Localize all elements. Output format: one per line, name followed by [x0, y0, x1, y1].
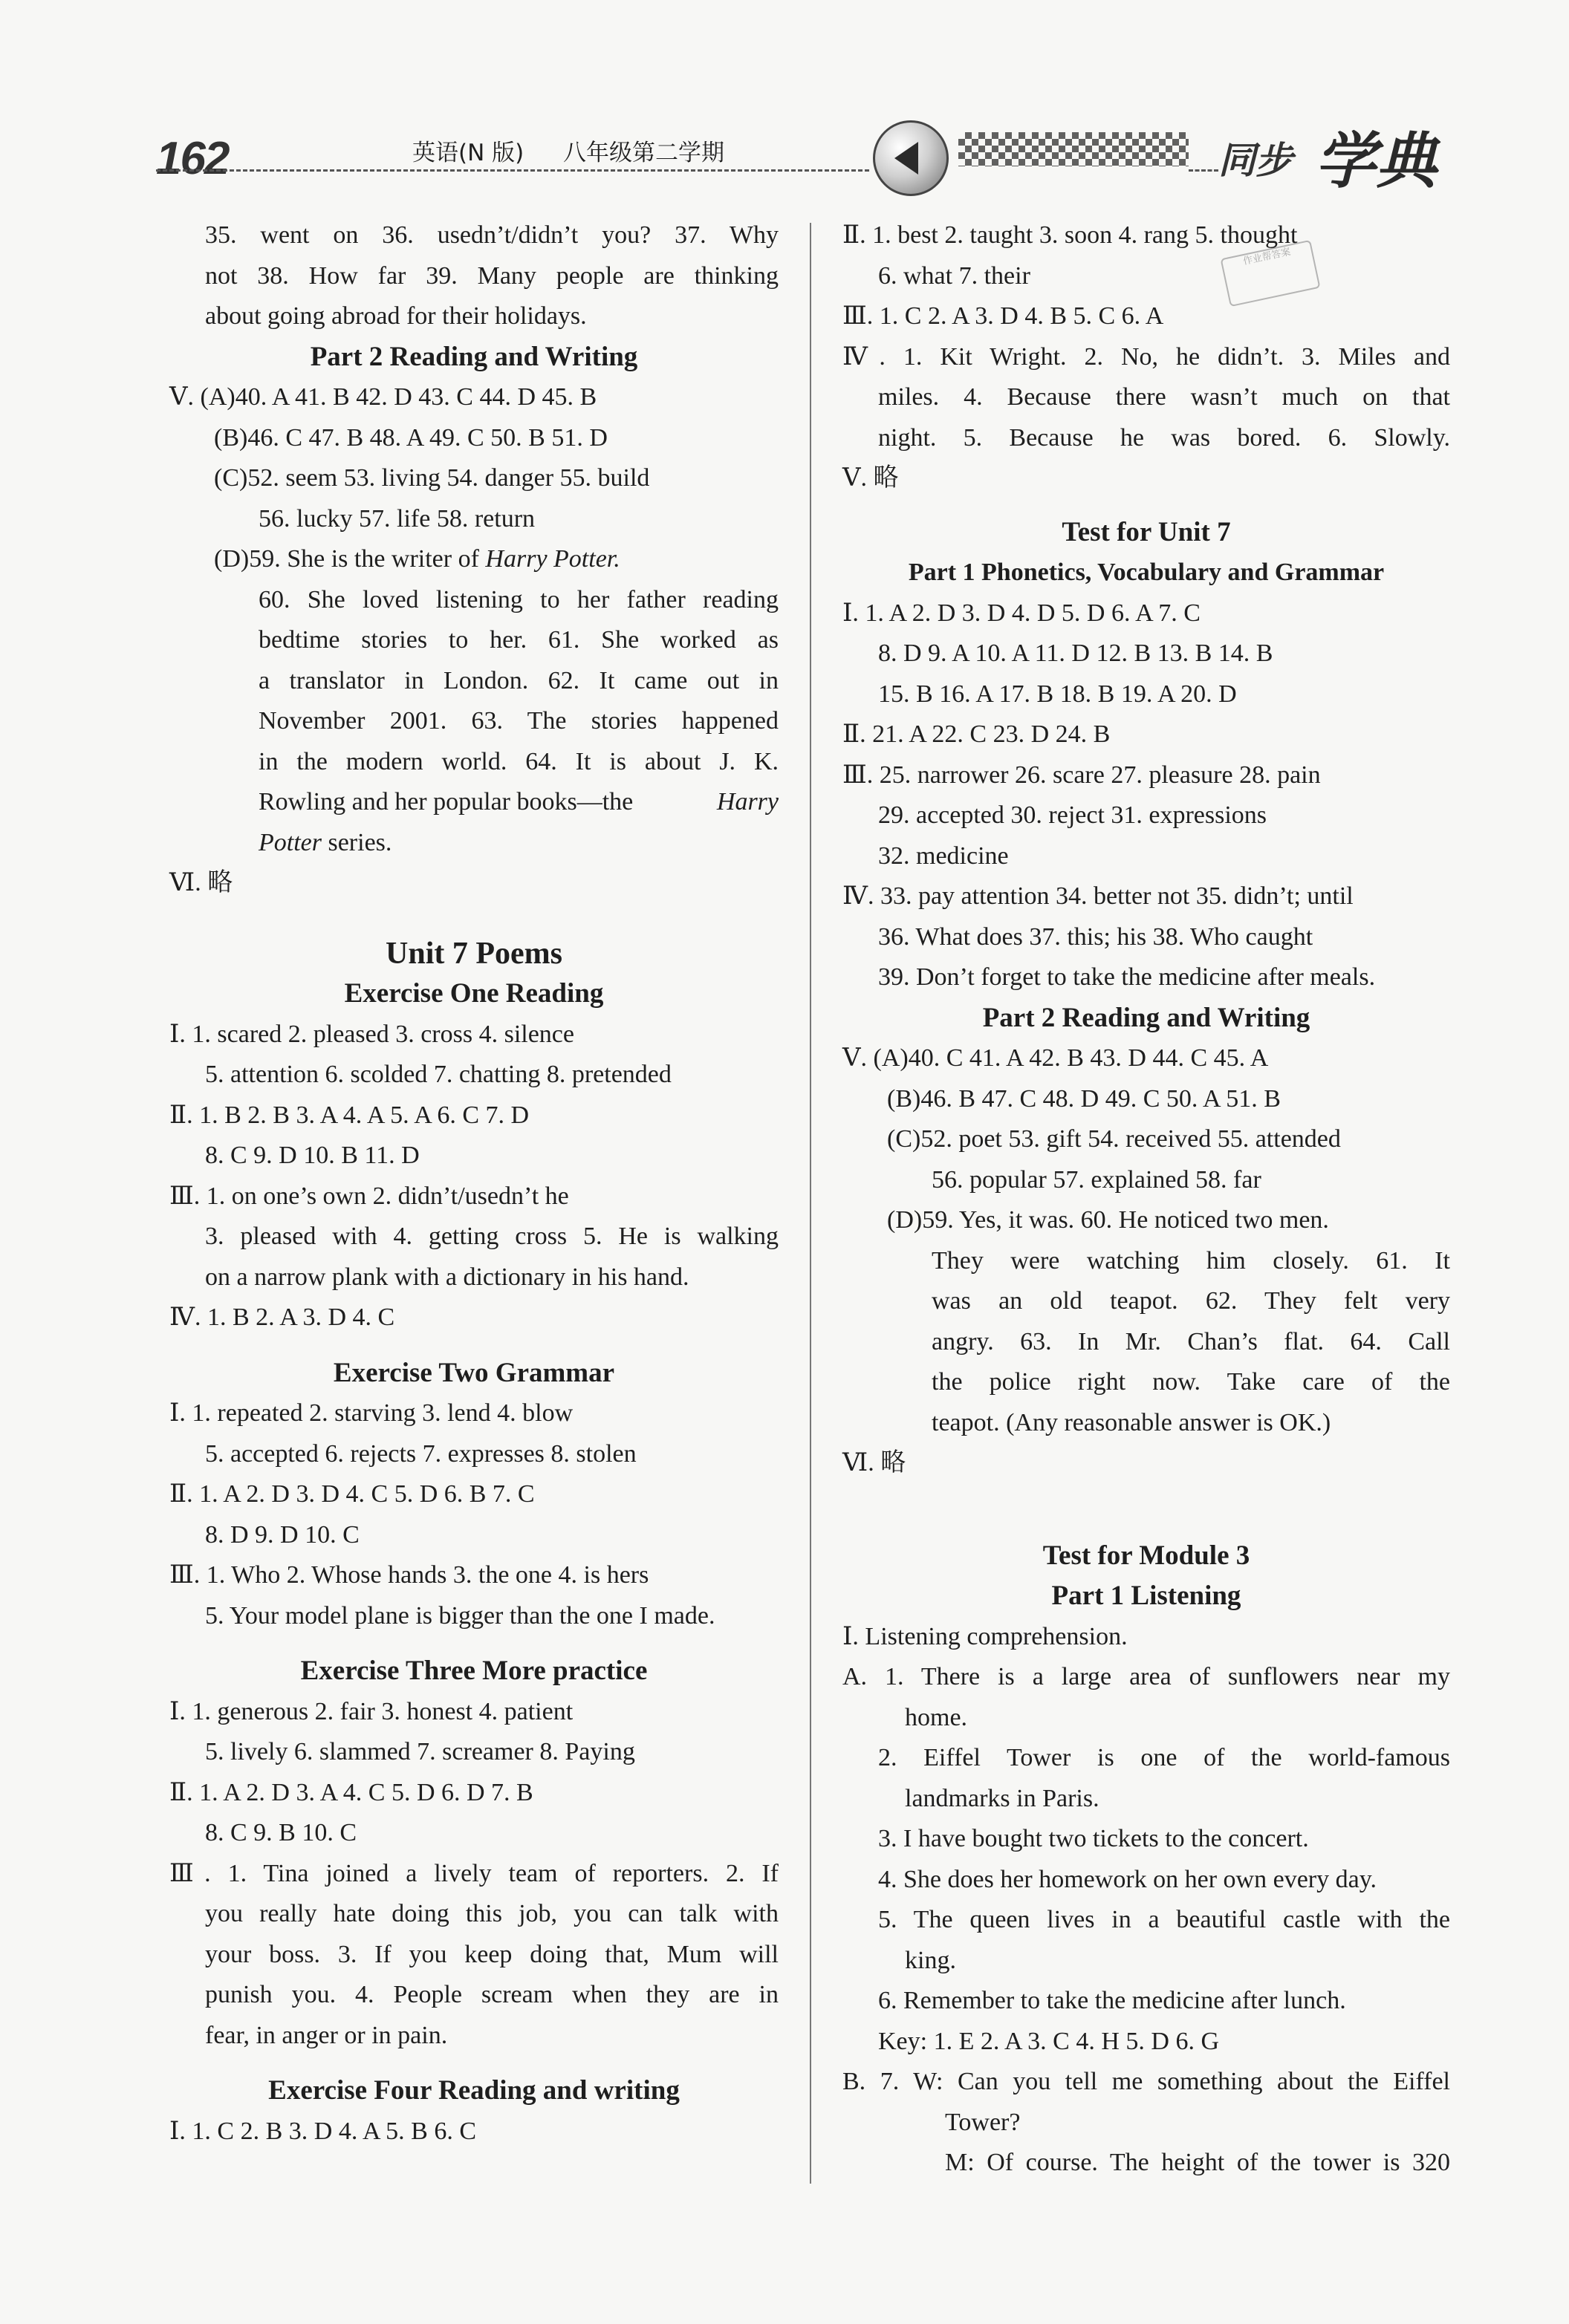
answer-line — [214, 539, 779, 580]
answer-line: 29. accepted 30. reject 31. expressions — [878, 801, 1267, 829]
column-divider — [810, 223, 811, 2184]
answer-line: Ⅴ. (A)40. C 41. A 42. B 43. D 44. C 45. A — [842, 1044, 1269, 1072]
answer-line: 5. accepted 6. rejects 7. expresses 8. stolen — [205, 1439, 637, 1468]
answer-line: not 38. How far 39. Many people are thinking — [205, 261, 779, 290]
answer-line: Ⅵ. 略 — [169, 869, 233, 896]
answer-line: M: Of course. The height of the tower is 320 — [945, 2149, 1450, 2176]
watermark-stamp: 作业帮答案 — [1220, 240, 1320, 307]
answer-line: Tower? — [945, 2108, 1021, 2136]
answer-text: Rowling and her popular books—the — [259, 788, 634, 816]
answer-line: fear, in anger or in pain. — [205, 2021, 448, 2049]
answer-line: Ⅲ. 1. Who 2. Whose hands 3. the one 4. is hers — [169, 1561, 649, 1589]
test-heading: Test for Unit 7 — [1062, 516, 1231, 547]
answer-line: 5. lively 6. slammed 7. screamer 8. Paying — [205, 1738, 635, 1765]
answer-line: 32. medicine — [878, 842, 1009, 870]
answer-line: Ⅴ. (A)40. A 41. B 42. D 43. C 44. D 45. B — [169, 383, 597, 411]
left-column — [169, 215, 779, 2152]
section-heading: Part 1 Listening — [1051, 1581, 1241, 1611]
answer-line: miles. 4. Because there wasn’t much on that — [878, 383, 1450, 411]
book-title-italic: Potter — [259, 828, 322, 856]
answer-line: king. — [905, 1946, 956, 1974]
answer-key: Key: 1. E 2. A 3. C 4. H 5. D 6. G — [878, 2027, 1219, 2055]
answer-line: Ⅴ. 略 — [842, 464, 899, 492]
answer-line: Ⅱ. 1. A 2. D 3. A 4. C 5. D 6. D 7. B — [169, 1778, 533, 1806]
answer-line: in the modern world. 64. It is about J. K. — [259, 747, 779, 775]
answer-line: Ⅲ. 1. on one’s own 2. didn’t/usedn’t he — [169, 1182, 569, 1210]
answer-line: Ⅱ. 21. A 22. C 23. D 24. B — [842, 720, 1111, 748]
answer-line: (C)52. poet 53. gift 54. received 55. attended — [887, 1125, 1341, 1153]
answer-line: 56. popular 57. explained 58. far — [932, 1165, 1261, 1194]
answer-line: Ⅰ. 1. C 2. B 3. D 4. A 5. B 6. C — [169, 2117, 476, 2145]
answer-line — [259, 823, 779, 864]
answer-line: (B)46. C 47. B 48. A 49. C 50. B 51. D — [214, 423, 608, 452]
answer-line: 8. C 9. B 10. C — [205, 1819, 357, 1846]
answer-text: series. — [328, 828, 392, 856]
answer-line: Ⅳ. 33. pay attention 34. better not 35. didn’t; until — [842, 882, 1354, 910]
exercise-heading: Exercise Four Reading and writing — [268, 2075, 680, 2106]
answer-line: 4. She does her homework on her own every day. — [878, 1865, 1377, 1893]
grade-label: 八年级第二学期 — [563, 140, 724, 166]
answer-line: your boss. 3. If you keep doing that, Mum will — [205, 1940, 779, 1968]
answer-line: 8. C 9. D 10. B 11. D — [205, 1142, 420, 1169]
answer-line: Ⅳ. 1. B 2. A 3. D 4. C — [169, 1303, 395, 1331]
answer-line: 39. Don’t forget to take the medicine after meals. — [878, 963, 1376, 991]
answer-line: Ⅰ. 1. repeated 2. starving 3. lend 4. blow — [169, 1399, 574, 1427]
answer-line: Ⅱ. 1. A 2. D 3. D 4. C 5. D 6. B 7. C — [169, 1480, 535, 1508]
answer-line: Ⅲ. 1. C 2. A 3. D 4. B 5. C 6. A — [842, 302, 1164, 330]
answer-line: 3. pleased with 4. getting cross 5. He is walking — [205, 1223, 779, 1250]
answer-line: (B)46. B 47. C 48. D 49. C 50. A 51. B — [887, 1084, 1281, 1113]
answer-line: bedtime stories to her. 61. She worked as — [259, 626, 779, 654]
book-title-italic: Harry — [716, 788, 779, 816]
answer-line — [259, 782, 779, 823]
answer-line: 35. went on 36. usedn’t/didn’t you? 37. Why — [205, 221, 779, 249]
section-heading: Part 1 Phonetics, Vocabulary and Grammar — [908, 559, 1385, 586]
section-heading: Part 2 Reading and Writing — [310, 341, 638, 372]
answer-line: teapot. (Any reasonable answer is OK.) — [932, 1408, 1331, 1436]
answer-line: 6. what 7. their — [878, 261, 1030, 290]
answer-line: (D)59. Yes, it was. 60. He noticed two men. — [887, 1206, 1329, 1234]
brand-logo: 学典 — [1315, 126, 1437, 197]
answer-line: 5. The queen lives in a beautiful castle with the — [878, 1906, 1450, 1933]
answer-line: Ⅱ. 1. best 2. taught 3. soon 4. rang 5. thought — [842, 221, 1298, 249]
answer-line: on a narrow plank with a dictionary in his hand. — [205, 1263, 689, 1291]
answer-line: was an old teapot. 62. They felt very — [932, 1287, 1450, 1315]
page-number: 162 — [156, 133, 229, 184]
answer-line: the police right now. Take care of the — [932, 1368, 1450, 1396]
answer-line: (C)52. seem 53. living 54. danger 55. build — [214, 464, 650, 492]
answer-line: 15. B 16. A 17. B 18. B 19. A 20. D — [878, 680, 1237, 708]
brand-small: 同步 — [1218, 139, 1293, 182]
answer-line: B. 7. W: Can you tell me something about the Eiffel — [842, 2068, 1450, 2095]
answer-line: 3. I have bought two tickets to the concert. — [878, 1825, 1309, 1852]
answer-line: Ⅲ. 1. Tina joined a lively team of reporters. 2. If — [169, 1859, 779, 1887]
answer-line: about going abroad for their holidays. — [205, 302, 587, 330]
exercise-heading: Exercise Three More practice — [300, 1656, 648, 1686]
answer-line: 8. D 9. A 10. A 11. D 12. B 13. B 14. B — [878, 639, 1273, 667]
header-divider — [156, 169, 869, 172]
answer-line: you really hate doing this job, you can talk with — [205, 1900, 779, 1927]
answer-line: 8. D 9. D 10. C — [205, 1520, 360, 1549]
answer-line: Ⅰ. 1. scared 2. pleased 3. cross 4. silence — [169, 1020, 574, 1048]
answer-text: (D)59. She is the writer of — [214, 545, 479, 573]
answer-line: night. 5. Because he was bored. 6. Slowly. — [878, 423, 1450, 452]
answer-line: Ⅵ. 略 — [842, 1449, 906, 1477]
answer-line: home. — [905, 1703, 968, 1731]
back-arrow-icon — [873, 120, 949, 196]
book-title-italic: Harry Potter. — [485, 545, 620, 573]
exercise-heading: Exercise One Reading — [344, 978, 604, 1009]
section-heading: Part 2 Reading and Writing — [982, 1002, 1310, 1033]
header-divider-right — [1189, 169, 1218, 172]
answer-line: 60. She loved listening to her father reading — [259, 585, 779, 613]
unit-heading: Unit 7 Poems — [386, 936, 562, 971]
answer-line: They were watching him closely. 61. It — [932, 1246, 1450, 1275]
exercise-heading: Exercise Two Grammar — [333, 1357, 615, 1388]
answer-line: 5. attention 6. scolded 7. chatting 8. pretended — [205, 1061, 672, 1088]
answer-line: Ⅰ. 1. A 2. D 3. D 4. D 5. D 6. A 7. C — [842, 599, 1201, 627]
answer-line: November 2001. 63. The stories happened — [259, 707, 779, 735]
answer-line: angry. 63. In Mr. Chan’s flat. 64. Call — [932, 1327, 1450, 1355]
right-column — [842, 215, 1450, 2184]
answer-line: Ⅰ. 1. generous 2. fair 3. honest 4. patient — [169, 1697, 574, 1725]
answer-line: 36. What does 37. this; his 38. Who caught — [878, 922, 1313, 951]
answer-line: Ⅳ. 1. Kit Wright. 2. No, he didn’t. 3. Miles and — [842, 342, 1450, 371]
answer-line: 2. Eiffel Tower is one of the world-famous — [878, 1744, 1450, 1771]
answer-line: 56. lucky 57. life 58. return — [259, 504, 536, 533]
test-heading: Test for Module 3 — [1042, 1540, 1250, 1571]
answer-line: Ⅱ. 1. B 2. B 3. A 4. A 5. A 6. C 7. D — [169, 1101, 530, 1129]
answer-line: 6. Remember to take the medicine after lunch. — [878, 1987, 1346, 2014]
book-title: 英语(N 版) — [412, 140, 524, 166]
answer-line: punish you. 4. People scream when they are in — [205, 1981, 779, 2008]
answer-line: Ⅲ. 25. narrower 26. scare 27. pleasure 28. pain — [842, 761, 1321, 789]
answer-line: 5. Your model plane is bigger than the one I made. — [205, 1601, 715, 1630]
answer-line: Ⅰ. Listening comprehension. — [842, 1622, 1128, 1650]
answer-line: A. 1. There is a large area of sunflowers near my — [842, 1663, 1450, 1690]
checker-pattern — [958, 132, 1189, 166]
answer-line: a translator in London. 62. It came out in — [259, 666, 779, 694]
answer-line: landmarks in Paris. — [905, 1784, 1099, 1812]
page-header — [0, 0, 1569, 223]
